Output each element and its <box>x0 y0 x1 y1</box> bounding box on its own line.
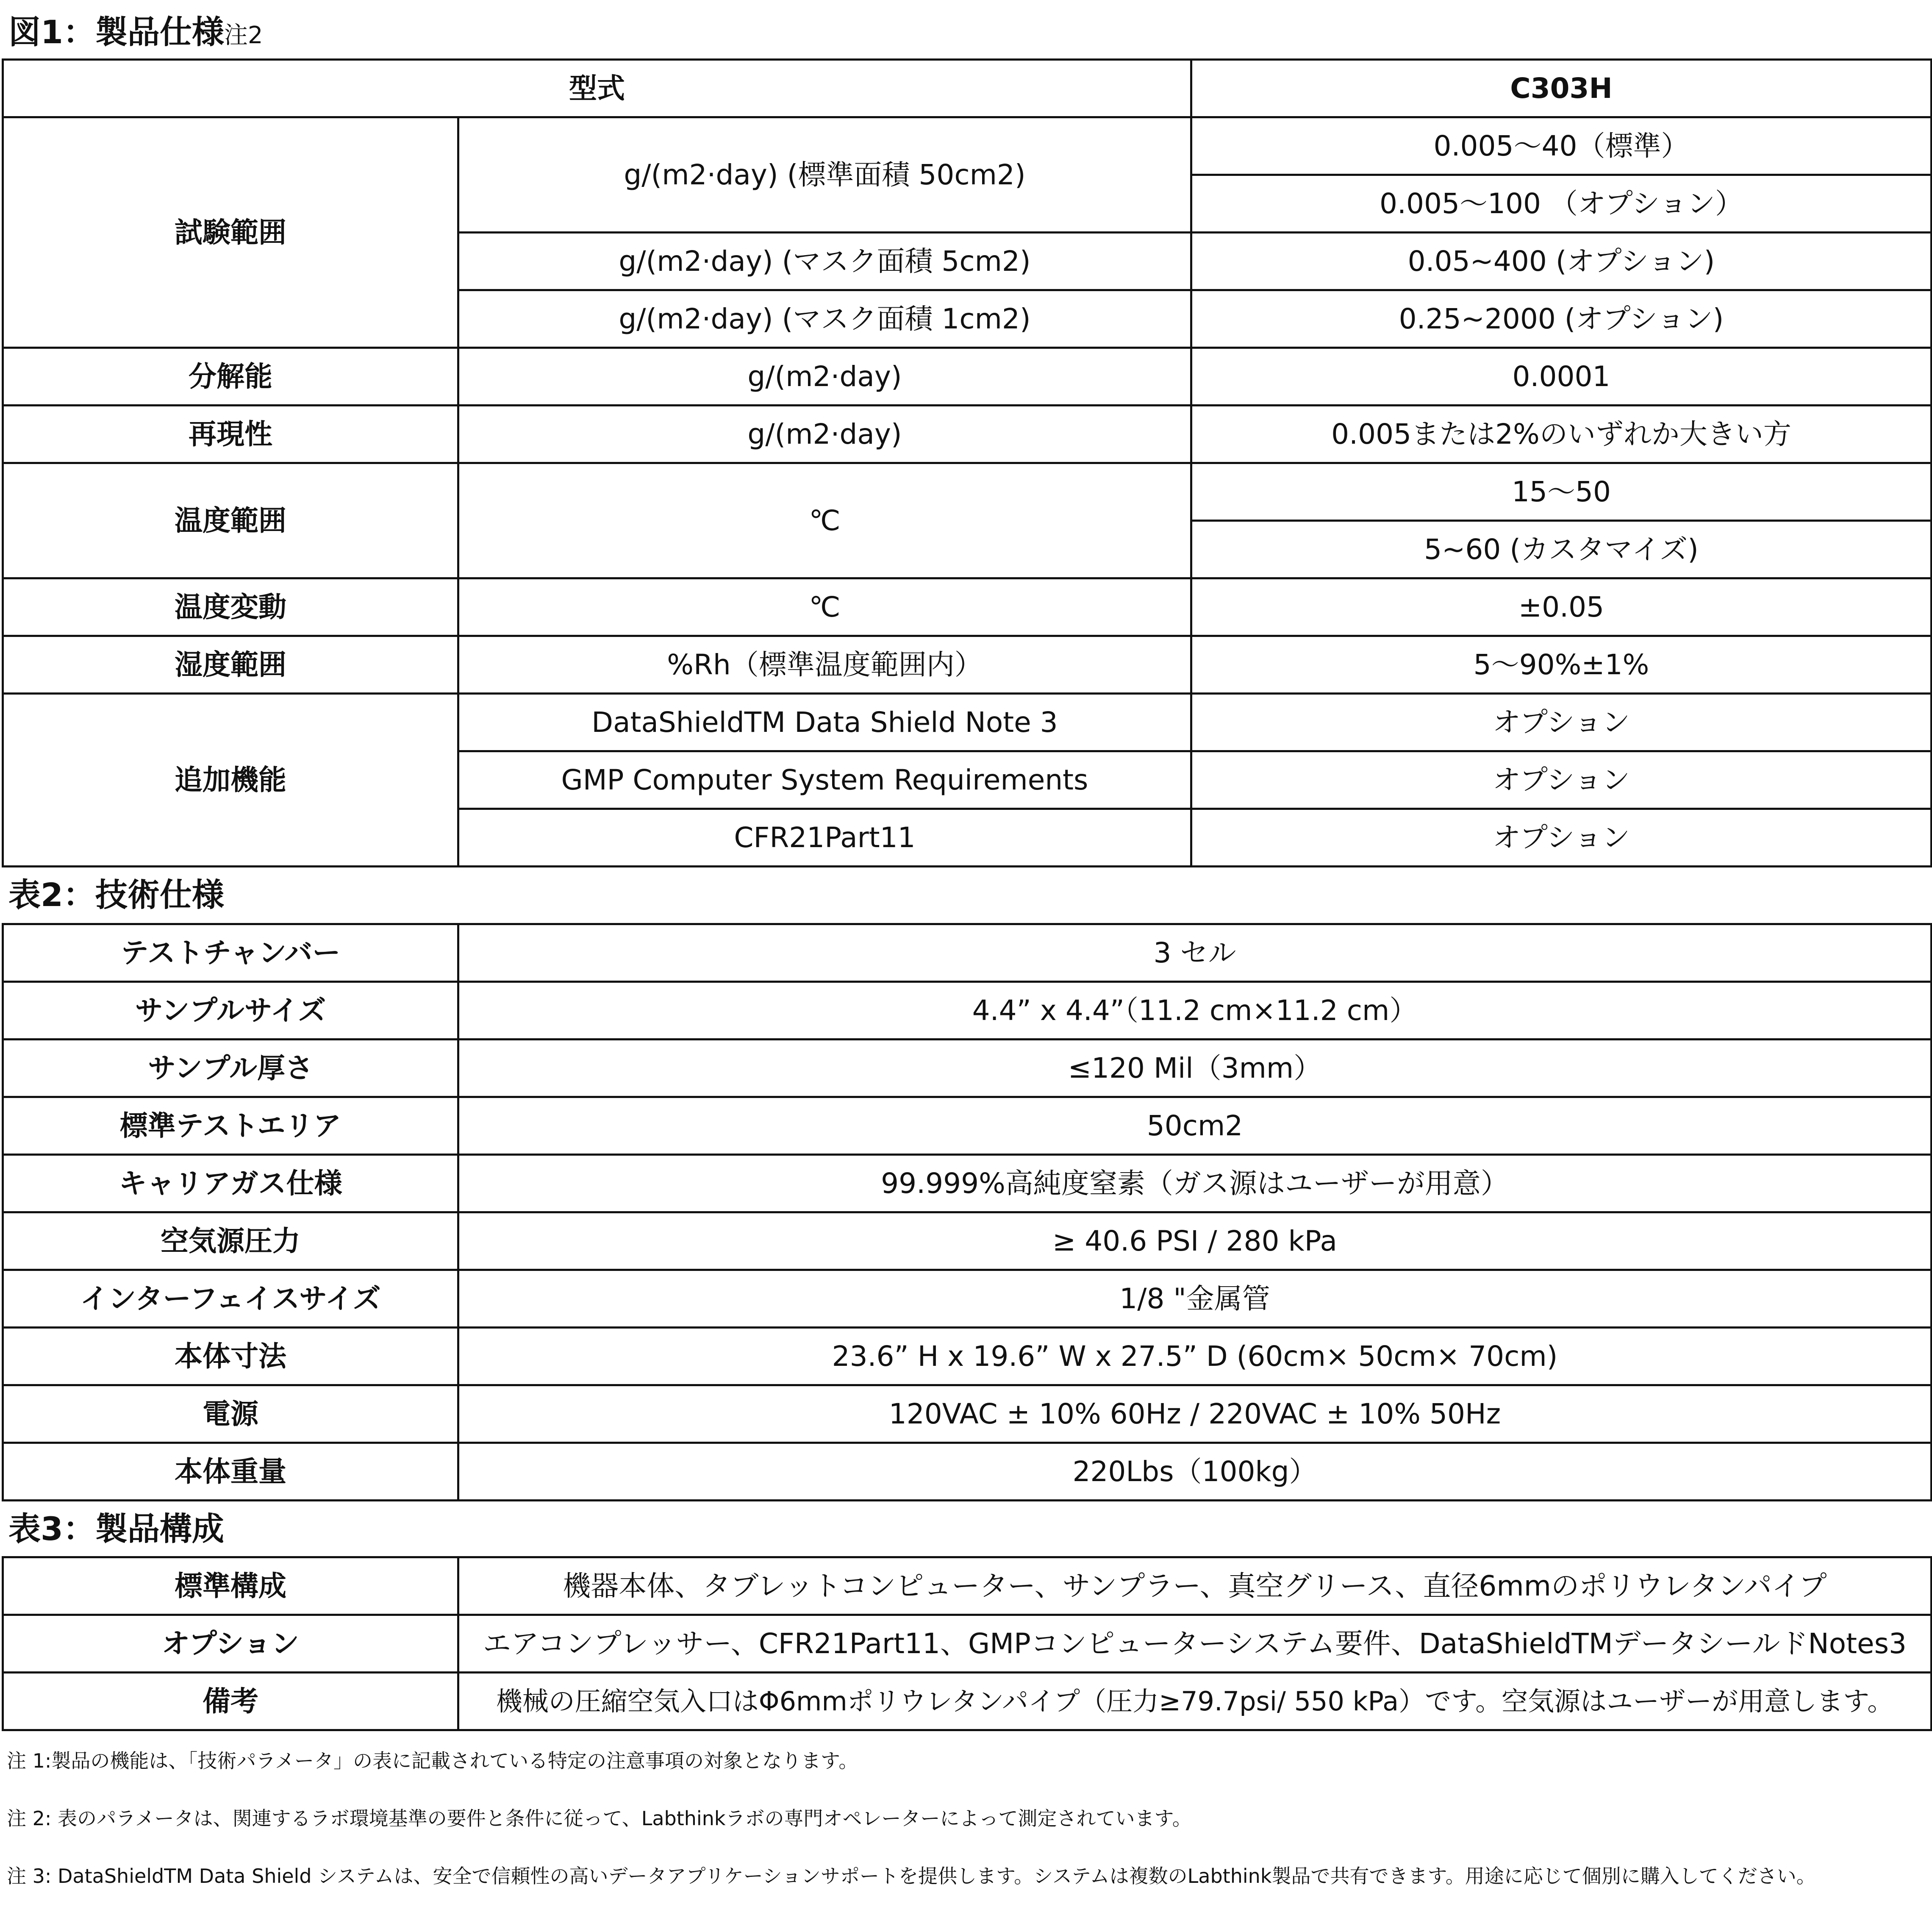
temp-fluctuation-value: ±0.05 <box>1191 578 1932 636</box>
footnote-3: 注 3: DataShieldTM Data Shield システムは、安全で信頼性の高いデータアプリケーションサポートを提供します。システムは複数のLabthink製品で共有できます。用途に応じて個別に購入してください。 <box>7 1865 1816 1888</box>
table-row <box>3 1615 1932 1673</box>
test-range-label: 試験範囲 <box>3 117 458 348</box>
humidity-range-unit: %Rh（標準温度範囲内） <box>458 636 1191 694</box>
spec-label: サンプルサイズ <box>3 982 458 1040</box>
table-row <box>3 1040 1932 1097</box>
resolution-label: 分解能 <box>3 348 458 406</box>
config-value: 機器本体、タブレットコンピューター、サンプラー、真空グリース、直径6mmのポリウレタンパイプ <box>458 1557 1932 1615</box>
temp-range-label: 温度範囲 <box>3 463 458 578</box>
spec-value: ≤120 Mil（3mm） <box>458 1040 1932 1097</box>
extra-feature-name: DataShieldTM Data Shield Note 3 <box>458 694 1191 751</box>
footnote-1: 注 1:製品の機能は、「技術パラメータ」の表に記載されている特定の注意事項の対象となります。 <box>7 1749 858 1772</box>
test-range-value-mask1: 0.25~2000 (オプション) <box>1191 290 1932 348</box>
table-row <box>3 117 1932 175</box>
temp-fluctuation-label: 温度変動 <box>3 578 458 636</box>
spec-value: 1/8 "金属管 <box>458 1270 1932 1328</box>
extra-feature-value: オプション <box>1191 751 1932 809</box>
spec-label: インターフェイスサイズ <box>3 1270 458 1328</box>
extra-feature-name: CFR21Part11 <box>458 809 1191 867</box>
extra-feature-value: オプション <box>1191 809 1932 867</box>
table-row <box>3 1443 1932 1501</box>
table-row <box>3 1328 1932 1385</box>
humidity-range-label: 湿度範囲 <box>3 636 458 694</box>
table-row <box>3 1097 1932 1155</box>
table-row <box>3 1155 1932 1212</box>
extra-feature-value: オプション <box>1191 694 1932 751</box>
temp-range-value-standard: 15～50 <box>1191 463 1932 521</box>
table-row <box>3 694 1932 751</box>
temp-range-unit: ℃ <box>458 463 1191 578</box>
config-value: エアコンプレッサー、CFR21Part11、GMPコンピューターシステム要件、DataShieldTMデータシールドNotes3 <box>458 1615 1932 1673</box>
table-row <box>3 924 1932 982</box>
table-row <box>3 1557 1932 1615</box>
humidity-range-value: 5～90%±1% <box>1191 636 1932 694</box>
repeatability-value: 0.005または2%のいずれか大きい方 <box>1191 406 1932 463</box>
resolution-value: 0.0001 <box>1191 348 1932 406</box>
table-row <box>3 636 1932 694</box>
spec-value: 3 セル <box>458 924 1932 982</box>
test-range-unit-mask5: g/(m2·day) (マスク面積 5cm2) <box>458 233 1191 290</box>
table1-heading-note: 注2 <box>224 22 263 49</box>
test-range-value-mask5: 0.05~400 (オプション) <box>1191 233 1932 290</box>
spec-value: 220Lbs（100kg） <box>458 1443 1932 1501</box>
temp-fluctuation-unit: ℃ <box>458 578 1191 636</box>
table-row <box>3 406 1932 463</box>
config-label: 備考 <box>3 1673 458 1730</box>
repeatability-unit: g/(m2·day) <box>458 406 1191 463</box>
table1-heading <box>8 13 263 51</box>
header-model-value: C303H <box>1191 60 1932 117</box>
spec-label: 本体重量 <box>3 1443 458 1501</box>
table-row <box>3 1673 1932 1730</box>
technical-spec-table <box>2 923 1932 1501</box>
spec-label: 空気源圧力 <box>3 1212 458 1270</box>
table-row <box>3 982 1932 1040</box>
header-model-label: 型式 <box>3 60 1191 117</box>
table-row <box>3 1385 1932 1443</box>
repeatability-label: 再現性 <box>3 406 458 463</box>
table-row <box>3 348 1932 406</box>
spec-label: 電源 <box>3 1385 458 1443</box>
spec-label: 標準テストエリア <box>3 1097 458 1155</box>
extra-feature-name: GMP Computer System Requirements <box>458 751 1191 809</box>
spec-value: 120VAC ± 10% 60Hz / 220VAC ± 10% 50Hz <box>458 1385 1932 1443</box>
table-row <box>3 463 1932 521</box>
resolution-unit: g/(m2·day) <box>458 348 1191 406</box>
test-range-value-option: 0.005～100 （オプション） <box>1191 175 1932 233</box>
spec-value: 4.4” x 4.4”（11.2 cm×11.2 cm） <box>458 982 1932 1040</box>
spec-label: サンプル厚さ <box>3 1040 458 1097</box>
product-configuration-table <box>2 1556 1932 1731</box>
table-row <box>3 1212 1932 1270</box>
spec-value: ≥ 40.6 PSI / 280 kPa <box>458 1212 1932 1270</box>
table1-heading-text: 図1：製品仕様 <box>8 13 224 51</box>
footnote-2: 注 2: 表のパラメータは、関連するラボ環境基準の要件と条件に従って、Labthinkラボの専門オペレーターによって測定されています。 <box>7 1807 1192 1830</box>
config-label: 標準構成 <box>3 1557 458 1615</box>
spec-label: テストチャンバー <box>3 924 458 982</box>
test-range-value-standard: 0.005～40（標準） <box>1191 117 1932 175</box>
spec-label: 本体寸法 <box>3 1328 458 1385</box>
product-spec-table <box>2 58 1932 867</box>
spec-value: 23.6” H x 19.6” W x 27.5” D (60cm× 50cm× 70cm) <box>458 1328 1932 1385</box>
table-row <box>3 1270 1932 1328</box>
table3-heading: 表3：製品構成 <box>8 1510 224 1548</box>
config-value: 機械の圧縮空気入口はΦ6mmポリウレタンパイプ（圧力≥79.7psi/ 550 kPa）です。空気源はユーザーが用意します。 <box>458 1673 1932 1730</box>
spec-value: 99.999%高純度窒素（ガス源はユーザーが用意） <box>458 1155 1932 1212</box>
table2-heading: 表2：技術仕様 <box>8 876 224 914</box>
temp-range-value-custom: 5~60 (カスタマイズ) <box>1191 521 1932 578</box>
test-range-unit-standard: g/(m2·day) (標準面積 50cm2) <box>458 117 1191 233</box>
extra-features-label: 追加機能 <box>3 694 458 867</box>
table-header-row <box>3 60 1932 117</box>
table-row <box>3 578 1932 636</box>
config-label: オプション <box>3 1615 458 1673</box>
spec-label: キャリアガス仕様 <box>3 1155 458 1212</box>
test-range-unit-mask1: g/(m2·day) (マスク面積 1cm2) <box>458 290 1191 348</box>
spec-value: 50cm2 <box>458 1097 1932 1155</box>
